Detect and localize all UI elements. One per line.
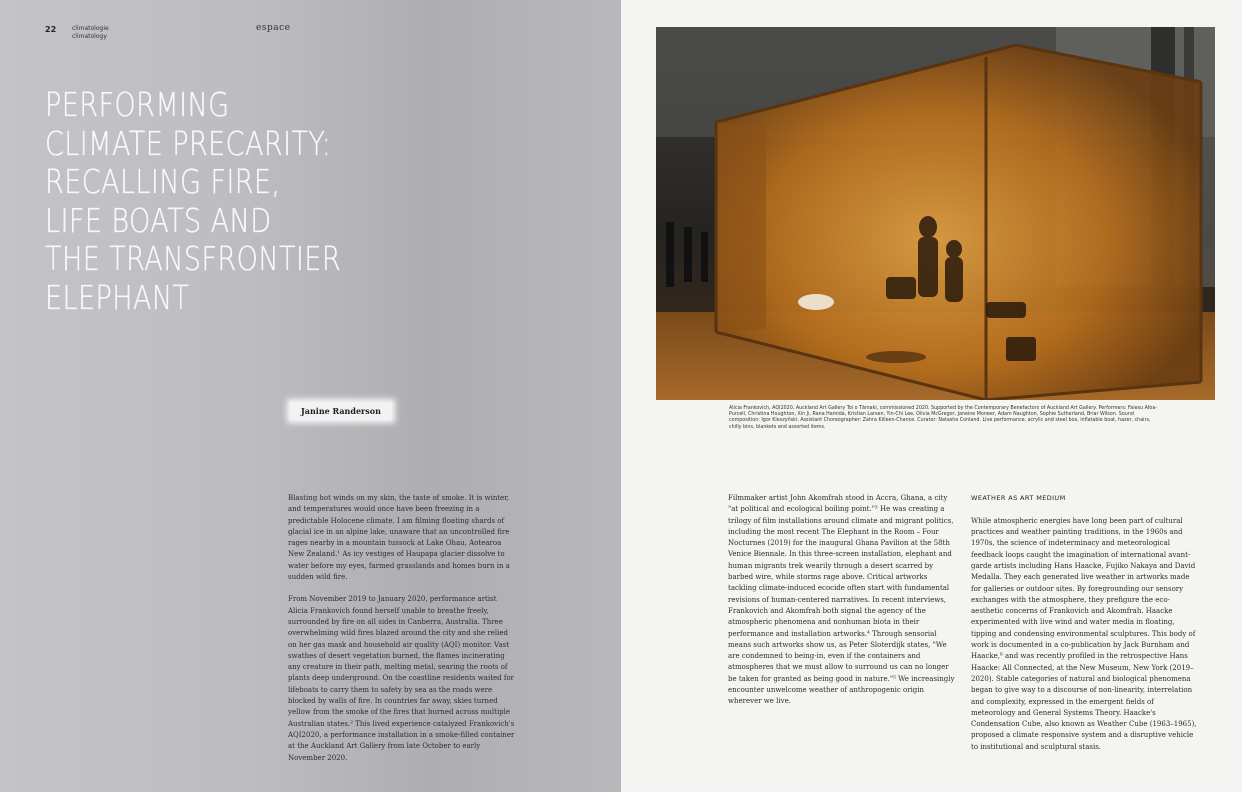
section-subhead: WEATHER AS ART MEDIUM <box>971 494 1066 502</box>
body-column-1 <box>288 493 516 775</box>
title-line: CLIMATE PRECARITY: <box>45 123 332 163</box>
title-line: ELEPHANT <box>45 277 190 317</box>
body-column-3 <box>971 493 1199 764</box>
photo-installation <box>656 27 1215 400</box>
section-label-fr: climatologie <box>72 25 109 32</box>
title-line: RECALLING FIRE, <box>45 162 281 201</box>
section-label <box>72 25 109 41</box>
title-line: THE TRANSFRONTIER <box>45 239 342 278</box>
paragraph: Filmmaker artist John Akomfrah stood in Accra, Ghana, a city "at political and ecological boiling point."³ He was creating a trilogy of film installations around climate and migrant politics, including the most recent The Elephant in the Room – Four Nocturnes (2019) for the inaugural Ghana Pavilion at the 58th Venice Biennale. In this three-screen installation, elephant and human migrants trek wearily through a desert scarred by barbed wire, while storms rage above. Critical artworks tackling climate-induced ecocide often start with fundamental revisions of human-centered narratives. In recent interviews, Frankovich and Akomfrah both signal the agency of the atmospheric phenomena and nonhuman biota in their performance and installation artworks.⁴ Through sensorial means such artworks show us, as Peter Sloterdijk states, "We are condemned to being-in, even if the containers and atmospheres that we must allow to surround us can no longer be taken for granted as being good in nature."⁵ We increasingly encounter unwelcome weather of anthropogenic origin wherever we live. <box>728 494 955 706</box>
paragraph: From November 2019 to January 2020, performance artist Alicia Frankovich found herself unable to breathe freely, surrounded by fire on all sides in Canberra, Australia. Three overwhelming wild fires blazed around the city and she relied on her gas mask and household air quality (AQI) monitor. Vast swathes of desert vegetation burned, the flames incinerating any creature in their path, melting metal, searing the roots of plants deep underground. On the coastline residents waited for lifeboats to carry them to safety by sea as the roads were blocked by walls of fire. In countries far away, skies turned yellow from the smoke of the fires that burned across multiple Australian states.² This lived experience catalyzed Frankovich's AQI2020, a performance installation in a smoke-filled container at the Auckland Art Gallery from late October to early November 2020. <box>288 595 515 762</box>
masthead-logo: espace <box>256 23 291 33</box>
paragraph: While atmospheric energies have long been part of cultural practices and weather painting traditions, in the 1960s and 1970s, the science of indeterminacy and meteorological feedback loops caught the imagination of international avant-garde artists including Hans Haacke, Fujiko Nakaya and David Medalla. They each generated live weather in artworks made for galleries or outdoor sites. By foregrounding our sensory exchanges with the atmosphere, they prefigure the eco-aesthetic concerns of Frankovich and Akomfrah. Haacke experimented with live wind and water media in floating, tipping and condensing environmental sculptures. This body of work is documented in a co-publication by Jack Burnham and Haacke,⁶ and was recently profiled in the retrospective Hans Haacke: All Connected, at the New Museum, New York (2019–2020). Stable categories of natural and biological phenomena began to give way to a discourse of non-linearity, interrelation and complexity, expressed in the emergent fields of meteorology and General Systems Theory. Haacke's Condensation Cube, also known as Weather Cube (1963–1965), proposed a climate responsive system and a disruptive vehicle to institutional and sculptural stasis. <box>971 516 1197 751</box>
photo-caption: Alicia Frankovich, AQI2020, Auckland Art Gallery Toi o Tāmaki, commissioned 2020. Supported by the Contemporary Benefactors of Auckland Art Gallery. Performers: Faiesu Afoa-Purcell, Christina Houghton, Xin Ji, Rana Hamida, Kristian Larsen, Yin-Chi Lee, Olivia McGregor, Janeine Moneer, Adam Naughton, Sophie Sutherland, Briar Wilson. Sound composition: Igor Kleszyński. Assistant Choreographer: Zahra Killeen-Chance. Curator: Natasha Conland. Live performance, acrylic and steel box, inflatable boat, hazer, chairs, chilly bins, blankets and assorted items. <box>729 406 1157 430</box>
author-name: Janine Randerson <box>290 402 392 420</box>
section-label-en: climatology <box>72 33 107 40</box>
title-line: PERFORMING <box>45 85 230 124</box>
body-column-2 <box>728 493 956 719</box>
title-line: LIFE BOATS AND <box>45 200 272 240</box>
paragraph: Blasting hot winds on my skin, the taste of smoke. It is winter, and temperatures would once have been freezing in a predictable Holocene climate. I am filming floating shards of glacial ice in an alpine lake, unaware that an uncontrolled fire rages nearby in a mountain tussock at Lake Ohau, Aotearoa New Zealand.¹ As icy vestiges of Haupapa glacier dissolve to water before my eyes, farmed grasslands and homes burn in a sudden wild fire. <box>288 494 510 582</box>
page-number: 22 <box>45 25 57 34</box>
article-title <box>45 85 342 317</box>
